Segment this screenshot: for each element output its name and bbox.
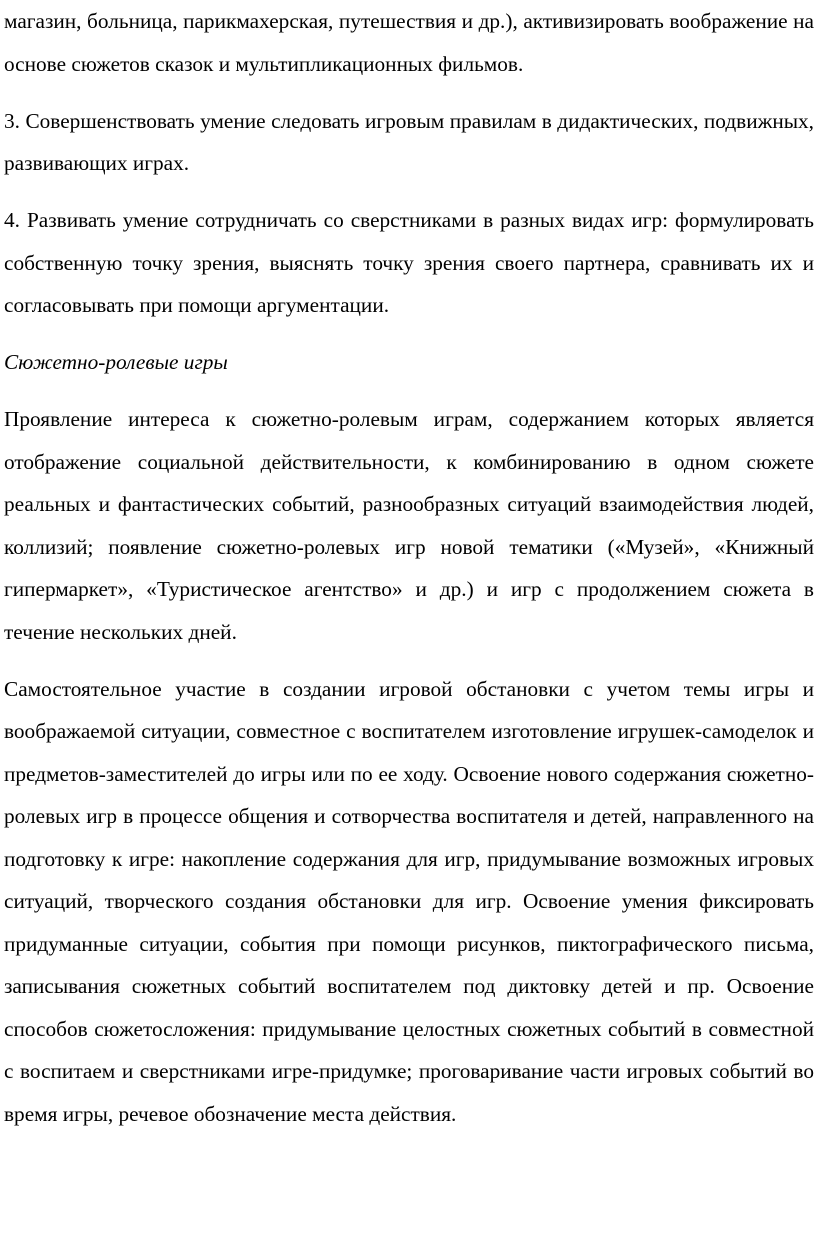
paragraph-participation: Самостоятельное участие в создании игровой обстановки с учетом темы игры и воображаемой ситуации, совместное с воспитателем изготовление игрушек-самоделок и предметов-заместителей до игры или по ее ходу. Освоение нового содержания сюжетно-ролевых игр в процессе общения и сотворчества воспитателя и детей, направленного на подготовку к игре: накопление содержания для игр, придумывание возможных игровых ситуаций, творческого создания обстановки для игр. Освоение умения фиксировать придуманные ситуации, события при помощи рисунков, пиктографического письма, записывания сюжетных событий воспитателем под диктовку детей и пр. Освоение способов сюжетосложения: придумывание целостных сюжетных событий в совместной с воспитаем и сверстниками игре-придумке; проговаривание части игровых событий во время игры, речевое обозначение места действия. xyxy=(4,676,814,1126)
paragraph-gap xyxy=(4,327,814,342)
paragraph-gap xyxy=(4,384,814,399)
paragraph-gap xyxy=(4,185,814,200)
paragraph-gap xyxy=(4,85,814,100)
document-page xyxy=(4,0,814,1135)
paragraph-interest: Проявление интереса к сюжетно-ролевым играм, содержанием которых является отображение социальной действительности, к комбинированию в одном сюжете реальных и фантастических событий, разнообразных ситуаций взаимодействия людей, коллизий; появление сюжетно-ролевых игр новой тематики («Музей», «Книжный гипермаркет», «Туристическое агентство» и др.) и игр с продолжением сюжета в течение нескольких дней. xyxy=(4,407,814,644)
paragraph-item-3: 3. Совершенствовать умение следовать игровым правилам в дидактических, подвижных, развивающих играх. xyxy=(4,108,814,175)
paragraph-intro-continuation: магазин, больница, парикмахерская, путешествия и др.), активизировать воображение на основе сюжетов сказок и мультипликационных фильмов. xyxy=(4,9,814,76)
section-heading: Сюжетно-ролевые игры xyxy=(4,350,228,374)
paragraph-item-4: 4. Развивать умение сотрудничать со сверстниками в разных видах игр: формулировать собственную точку зрения, выяснять точку зрения своего партнера, сравнивать их и согласовывать при помощи аргументации. xyxy=(4,208,814,317)
paragraph-gap xyxy=(4,653,814,668)
